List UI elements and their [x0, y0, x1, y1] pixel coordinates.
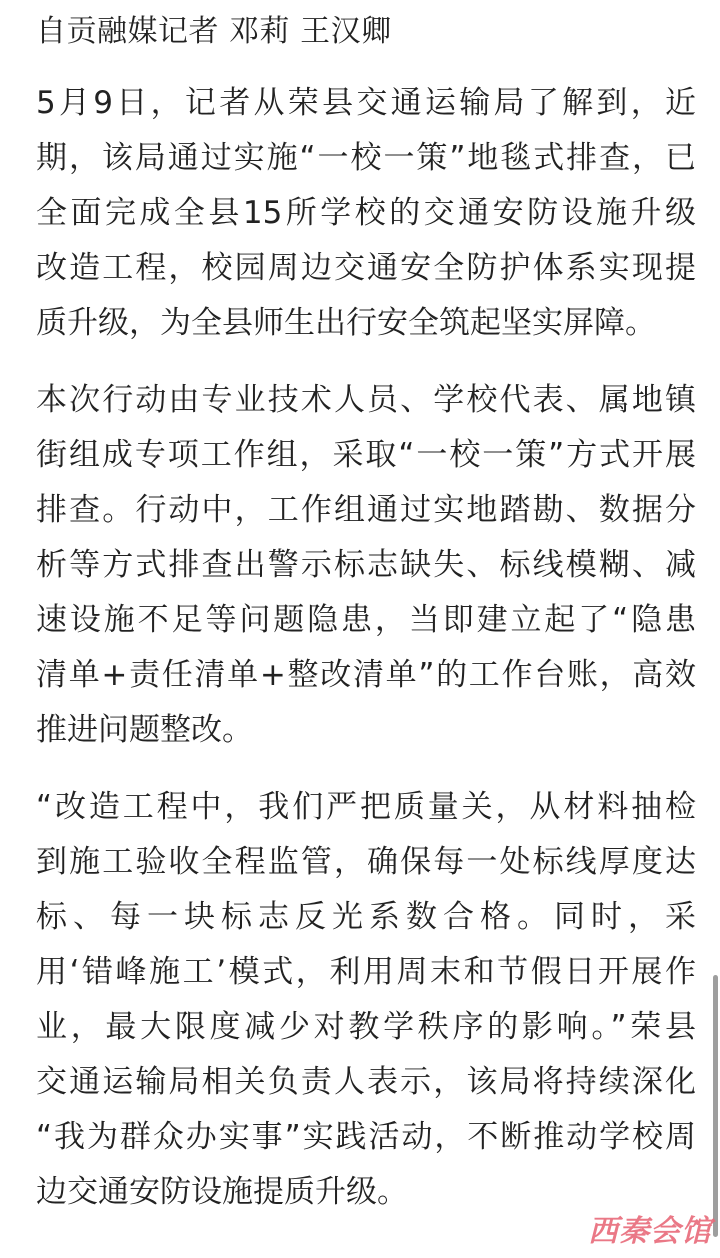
paragraph-line: 标、每一块标志反光系数合格。同时，采	[36, 899, 696, 935]
paragraph-line: 清单+责任清单+整改清单”的工作台账，高效	[36, 657, 696, 693]
scrollbar[interactable]	[713, 975, 718, 1237]
paragraph-line: 期，该局通过实施“一校一策”地毯式排查，已	[36, 140, 696, 176]
watermark-logo: 西秦会馆	[588, 1214, 712, 1249]
paragraph-line: 业，最大限度减少对教学秩序的影响。”荣县	[36, 1009, 696, 1045]
article	[36, 0, 696, 1242]
paragraph-3	[36, 780, 696, 1220]
paragraph-1	[36, 76, 696, 351]
paragraph-line: 用‘错峰施工’模式，利用周末和节假日开展作	[36, 954, 696, 990]
paragraph-line: 本次行动由专业技术人员、学校代表、属地镇	[36, 382, 696, 418]
paragraph-line: 到施工验收全程监管，确保每一处标线厚度达	[36, 844, 696, 880]
paragraph-line: 析等方式排查出警示标志缺失、标线模糊、减	[36, 547, 696, 583]
byline: 自贡融媒记者 邓莉 王汉卿	[36, 14, 392, 49]
paragraph-line: 排查。行动中，工作组通过实地踏勘、数据分	[36, 492, 696, 528]
paragraph-line: 速设施不足等问题隐患，当即建立起了“隐患	[36, 602, 696, 638]
paragraph-line: 5月9日，记者从荣县交通运输局了解到，近	[36, 85, 696, 121]
paragraph-line: “改造工程中，我们严把质量关，从材料抽检	[36, 789, 696, 825]
paragraph-2	[36, 373, 696, 758]
paragraph-line: 交通运输局相关负责人表示，该局将持续深化	[36, 1064, 696, 1100]
paragraph-line: 改造工程，校园周边交通安全防护体系实现提	[36, 250, 696, 286]
paragraph-line: 推进问题整改。	[36, 712, 253, 748]
paragraph-line: 街组成专项工作组，采取“一校一策”方式开展	[36, 437, 696, 473]
paragraph-line: “我为群众办实事”实践活动，不断推动学校周	[36, 1119, 696, 1155]
paragraph-line: 边交通安防设施提质升级。	[36, 1174, 408, 1210]
paragraph-line: 质升级，为全县师生出行安全筑起坚实屏障。	[36, 305, 656, 341]
paragraph-line: 全面完成全县15所学校的交通安防设施升级	[36, 195, 696, 231]
